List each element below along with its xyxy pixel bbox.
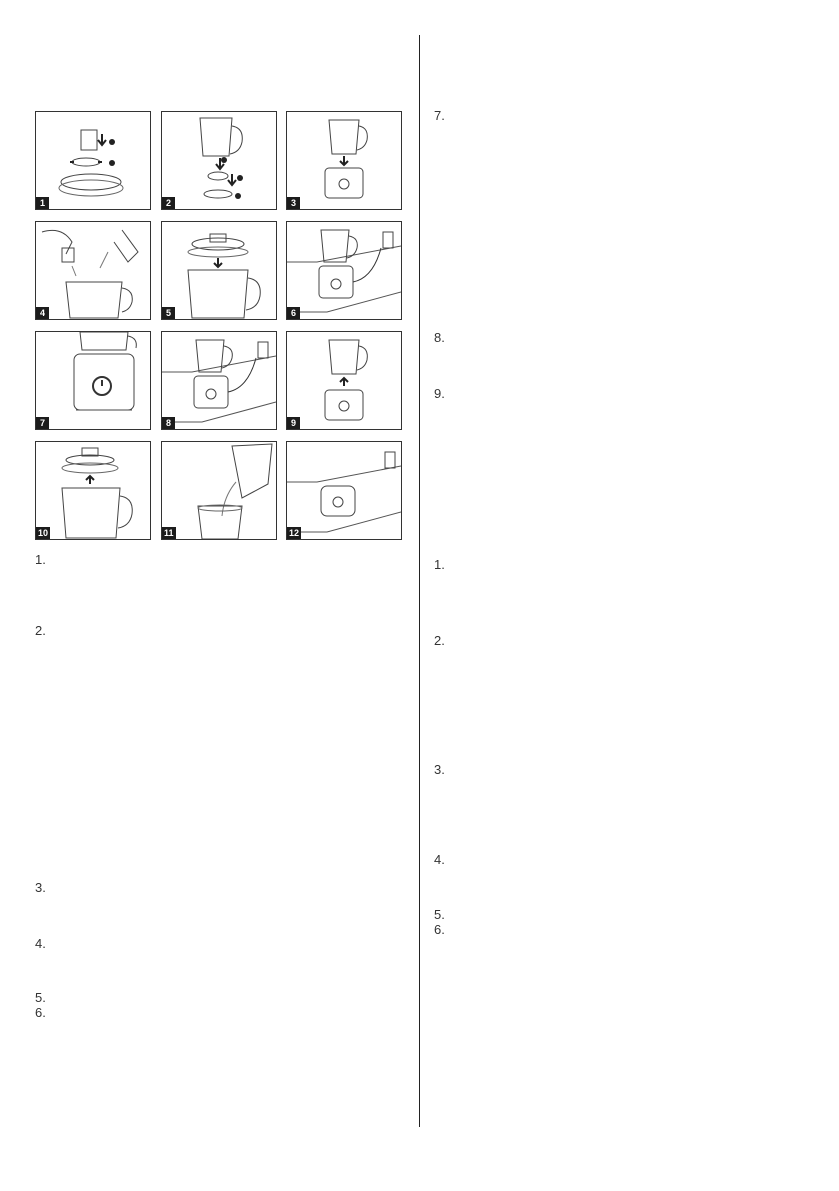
- illustration-grid: [35, 111, 404, 546]
- left-step-1: 1.: [35, 552, 46, 567]
- illustration-panel-3: [286, 111, 402, 210]
- illustration-panel-9: [286, 331, 402, 430]
- illustration-panel-7: [35, 331, 151, 430]
- panel-number: 12: [289, 528, 300, 538]
- right-step-7: 7.: [434, 108, 445, 123]
- illustration-panel-1: [35, 111, 151, 210]
- panel-number: 4: [36, 307, 49, 319]
- left-step-4: 4.: [35, 936, 46, 951]
- right-step-b2: 2.: [434, 633, 445, 648]
- illustration-panel-11: [161, 441, 277, 540]
- left-step-2: 2.: [35, 623, 46, 638]
- right-step-b5: 5.: [434, 907, 445, 922]
- left-step-5: 5.: [35, 990, 46, 1005]
- panel-number: 2: [162, 197, 175, 209]
- right-step-b1: 1.: [434, 557, 445, 572]
- right-step-b4: 4.: [434, 852, 445, 867]
- panel-number: 7: [36, 417, 49, 429]
- right-step-b6: 6.: [434, 922, 445, 937]
- panel-number: 5: [162, 307, 175, 319]
- left-step-6: 6.: [35, 1005, 46, 1020]
- right-step-b3: 3.: [434, 762, 445, 777]
- panel-number: 9: [287, 417, 300, 429]
- illustration-panel-2: [161, 111, 277, 210]
- illustration-panel-6: [286, 221, 402, 320]
- illustration-panel-8: [161, 331, 277, 430]
- right-step-9: 9.: [434, 386, 445, 401]
- right-step-8: 8.: [434, 330, 445, 345]
- column-divider: [419, 35, 420, 1127]
- panel-number: 1: [36, 197, 49, 209]
- left-step-3: 3.: [35, 880, 46, 895]
- illustration-panel-12: [286, 441, 402, 540]
- illustration-panel-10: [35, 441, 151, 540]
- panel-number: 6: [287, 307, 300, 319]
- panel-number: 10: [38, 528, 49, 538]
- panel-number: 8: [162, 417, 175, 429]
- illustration-panel-4: [35, 221, 151, 320]
- panel-number: 11: [164, 528, 174, 538]
- illustration-panel-5: [161, 221, 277, 320]
- panel-number: 3: [287, 197, 300, 209]
